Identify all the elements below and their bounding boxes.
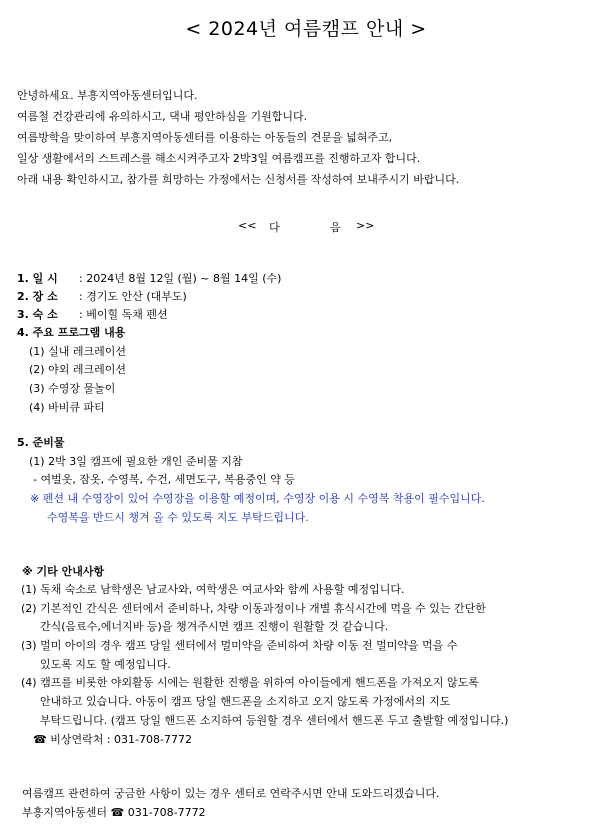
intro-paragraph bbox=[17, 85, 459, 190]
next-marker-eum: 음 bbox=[330, 221, 341, 234]
date-label: 1. 일 시 bbox=[17, 272, 58, 285]
lodging-row bbox=[17, 306, 168, 324]
supplies-list: - 여벌옷, 잠옷, 수영복, 수건, 세면도구, 복용중인 약 등 bbox=[33, 473, 295, 486]
program-label: 4. 주요 프로그램 내용 bbox=[17, 326, 126, 339]
footer-contact: 부흥지역아동센터 ☎ 031-708-7772 bbox=[22, 806, 206, 819]
next-marker-left: << bbox=[238, 219, 257, 232]
lodging-label: 3. 숙 소 bbox=[17, 308, 58, 321]
emergency-contact: ☎ 비상연락처 : 031-708-7772 bbox=[33, 733, 192, 746]
date-row bbox=[17, 270, 281, 288]
etc-item: (4) 캠프를 비롯한 야외활동 시에는 원활한 진행을 위하여 아이들에게 핸드폰을 가져오지 않도록 bbox=[21, 676, 479, 689]
next-marker-da: 다 bbox=[269, 221, 280, 234]
supplies-line: (1) 2박 3일 캠프에 필요한 개인 준비물 지참 bbox=[29, 455, 243, 468]
etc-item-continued: 간식(음료수,에너지바 등)을 챙겨주시면 캠프 진행이 원활할 것 같습니다. bbox=[40, 620, 389, 633]
program-item: (1) 실내 레크레이션 bbox=[29, 345, 126, 358]
etc-item: (3) 멀미 아이의 경우 캠프 당일 센터에서 멀미약을 준비하여 차량 이동 전 멀미약을 먹을 수 bbox=[21, 639, 458, 652]
etc-item-continued: 안내하고 있습니다. 아동이 캠프 당일 핸드폰을 소지하고 오지 않도록 가정에서의 지도 bbox=[40, 695, 451, 708]
etc-item: (1) 독채 숙소로 남학생은 남교사와, 여학생은 여교사와 함께 사용할 예정입니다. bbox=[21, 583, 405, 596]
next-marker bbox=[0, 219, 612, 235]
program-item: (2) 야외 레크레이션 bbox=[29, 363, 126, 376]
intro-line: 일상 생활에서의 스트레스를 해소시켜주고자 2박3일 여름캠프를 진행하고자 합니다. bbox=[17, 152, 421, 165]
etc-item-continued: 부탁드립니다. (캠프 당일 핸드폰 소지하여 등원할 경우 센터에서 핸드폰 두고 출발할 예정입니다.) bbox=[40, 714, 509, 727]
next-marker-right: >> bbox=[356, 219, 375, 232]
intro-line: 여름방학을 맞이하여 부흥지역아동센터를 이용하는 아동들의 견문을 넓혀주고, bbox=[17, 131, 393, 144]
supplies-label: 5. 준비물 bbox=[17, 436, 65, 449]
place-label: 2. 장 소 bbox=[17, 290, 58, 303]
program-item: (4) 바비큐 파티 bbox=[29, 401, 105, 414]
etc-item-continued: 있도록 지도 할 예정입니다. bbox=[40, 658, 171, 671]
pool-note: ※ 펜션 내 수영장이 있어 수영장을 이용할 예정이며, 수영장 이용 시 수영복 착용이 필수입니다. bbox=[30, 492, 485, 505]
intro-line: 아래 내용 확인하시고, 참가를 희망하는 가정에서는 신청서를 작성하여 보내주시기 바랍니다. bbox=[17, 173, 460, 186]
place-row bbox=[17, 288, 187, 306]
etc-item: (2) 기본적인 간식은 센터에서 준비하나, 차량 이동과정이나 개별 휴식시간에 먹을 수 있는 간단한 bbox=[21, 602, 486, 615]
pool-note-continued: 수영복을 반드시 챙겨 올 수 있도록 지도 부탁드립니다. bbox=[47, 511, 309, 524]
place-value: : 경기도 안산 (대부도) bbox=[79, 290, 187, 303]
etc-label: ※ 기타 안내사항 bbox=[22, 565, 105, 578]
document-title: < 2024년 여름캠프 안내 > bbox=[185, 18, 427, 40]
lodging-value: : 베이힐 독채 펜션 bbox=[79, 308, 168, 321]
intro-line: 여름철 건강관리에 유의하시고, 댁내 평안하심을 기원합니다. bbox=[17, 110, 308, 123]
footer-line: 여름캠프 관련하여 궁금한 사항이 있는 경우 센터로 연락주시면 안내 도와드리겠습니다. bbox=[22, 787, 440, 800]
date-value: : 2024년 8월 12일 (월) ~ 8월 14일 (수) bbox=[79, 272, 282, 285]
program-item: (3) 수영장 물놀이 bbox=[29, 382, 116, 395]
intro-line: 안녕하세요. 부흥지역아동센터입니다. bbox=[17, 89, 198, 102]
